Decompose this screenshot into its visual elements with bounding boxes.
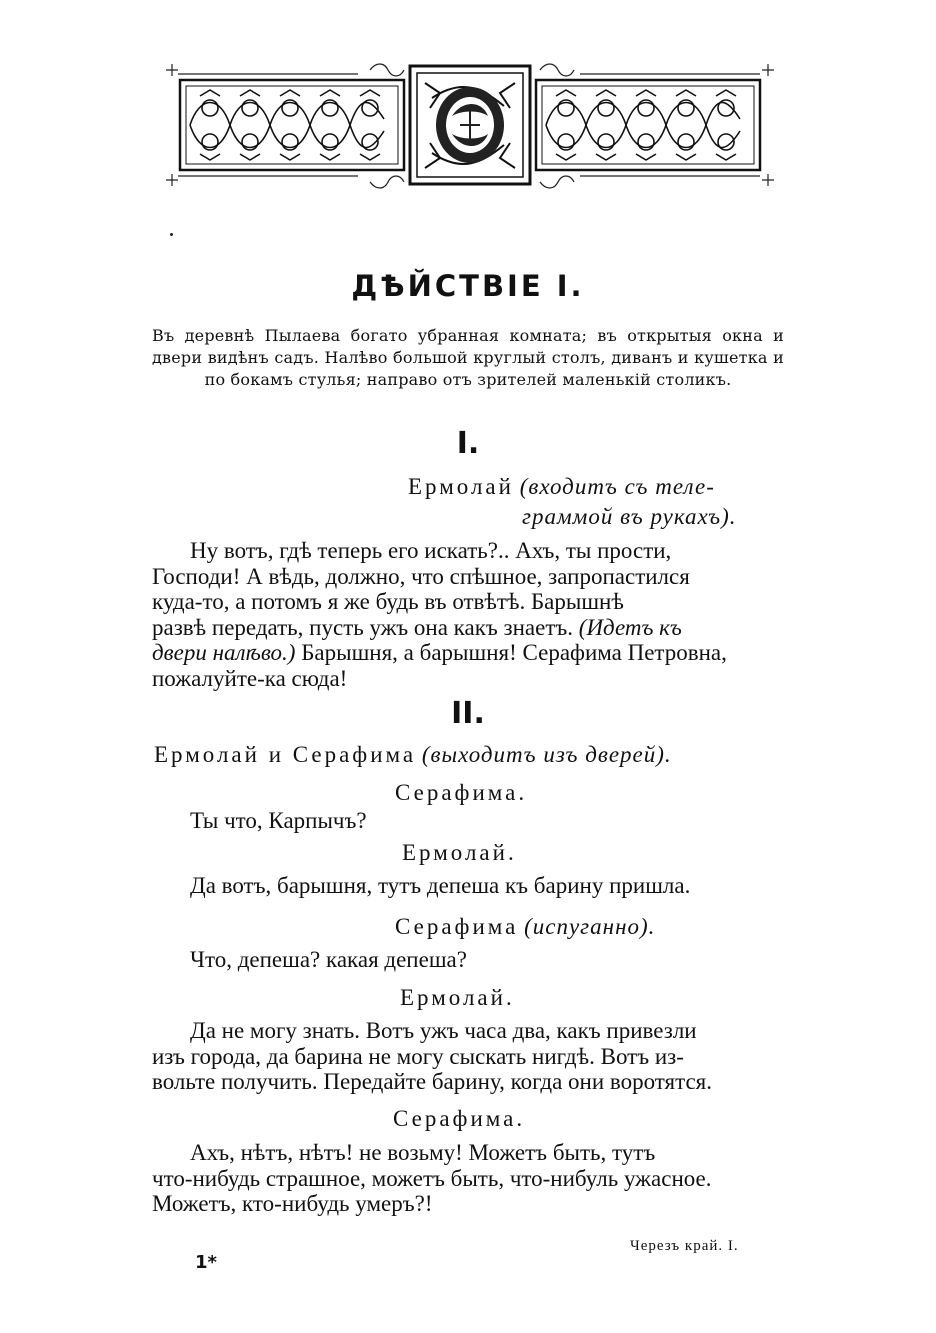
scene-number-1: I. [456, 426, 480, 461]
stage-direction: (входитъ съ теле- [519, 474, 715, 499]
dialogue-speaker: Ермолай. [402, 840, 517, 865]
stage-direction: граммой въ рукахъ). [522, 504, 737, 529]
dialogue-line: Да вотъ, барышня, тутъ депеша къ барину пришла. [190, 873, 691, 898]
speech-line: Господи! А вѣдь, должно, что спѣшное, запропастился [152, 563, 690, 589]
left-arabesque-panel [180, 80, 404, 170]
scene1-speech [152, 538, 784, 691]
scene1-speaker-line [408, 472, 715, 502]
speech-line: куда-то, а потомъ я же будь въ отвѣтѣ. Барышнѣ [152, 589, 624, 614]
dialogue-paragraph [152, 1018, 784, 1095]
dialogue-speaker: Серафима (испуганно). [395, 914, 656, 939]
decorative-headpiece [160, 58, 780, 192]
dialogue-line: Ахъ, нѣтъ, нѣтъ! не возьму! Можетъ быть, тутъ [190, 1140, 656, 1165]
footer-signature: Черезъ край. I. [630, 1238, 739, 1254]
dialogue-paragraph [152, 1140, 784, 1217]
dialogue-line: что-нибудь страшное, можетъ быть, что-нибуль ужасное. [152, 1165, 712, 1191]
print-speck [170, 233, 173, 236]
characters: Ермолай и Серафима [154, 742, 417, 767]
dialogue-line: Что, депеша? какая депеша? [190, 947, 467, 972]
page-marker: 1* [195, 1252, 217, 1273]
speech-line: Ну вотъ, гдѣ теперь его искать?.. Ахъ, ты прости, [190, 538, 672, 563]
stage-setting: Въ деревнѣ Пылаева богато убранная комната; въ открытыя окна и двери видѣнъ садъ. Налѣво большой круглый столъ, диванъ и кушетка и по бокамъ стулья; направо отъ зрителей маленькій столикъ. [152, 326, 784, 389]
stage-direction: (выходитъ изъ дверей). [421, 742, 672, 767]
act-title: ДѢЙСТВІЕ I. [351, 269, 585, 303]
ornamental-initial-icon [410, 66, 530, 184]
dialogue-line: вольте получить. Передайте барину, когда они воротятся. [152, 1069, 712, 1094]
dialogue-line: Ты что, Карпычъ? [190, 808, 367, 833]
dialogue-speaker: Серафима. [395, 780, 528, 805]
dialogue-line: изъ города, да барина не могу сыскать нигдѣ. Вотъ из- [152, 1043, 684, 1069]
scene-number-2: II. [451, 696, 485, 731]
speech-line: двери налѣво.) Барышня, а барышня! Серафима Петровна, [152, 640, 727, 665]
scene1-direction-continued [522, 502, 737, 532]
right-arabesque-panel [536, 80, 760, 170]
dialogue-line: Да не могу знать. Вотъ ужъ часа два, какъ привезли [190, 1018, 697, 1043]
speech-line: развѣ передать, пусть ужъ она какъ знаетъ. (Идетъ къ [152, 614, 682, 640]
speech-line: пожалуйте-ка сюда! [152, 665, 348, 691]
dialogue-line: Можетъ, кто-нибудь умеръ?! [152, 1191, 433, 1216]
scene2-characters-line [154, 740, 672, 770]
dialogue-speaker: Серафима. [393, 1106, 526, 1131]
inline-direction-part: двери налѣво.) [152, 640, 296, 665]
dialogue-speaker: Ермолай. [400, 985, 515, 1010]
inline-direction-part: (Идетъ къ [578, 614, 682, 640]
speaker-name: Ермолай [408, 474, 514, 499]
